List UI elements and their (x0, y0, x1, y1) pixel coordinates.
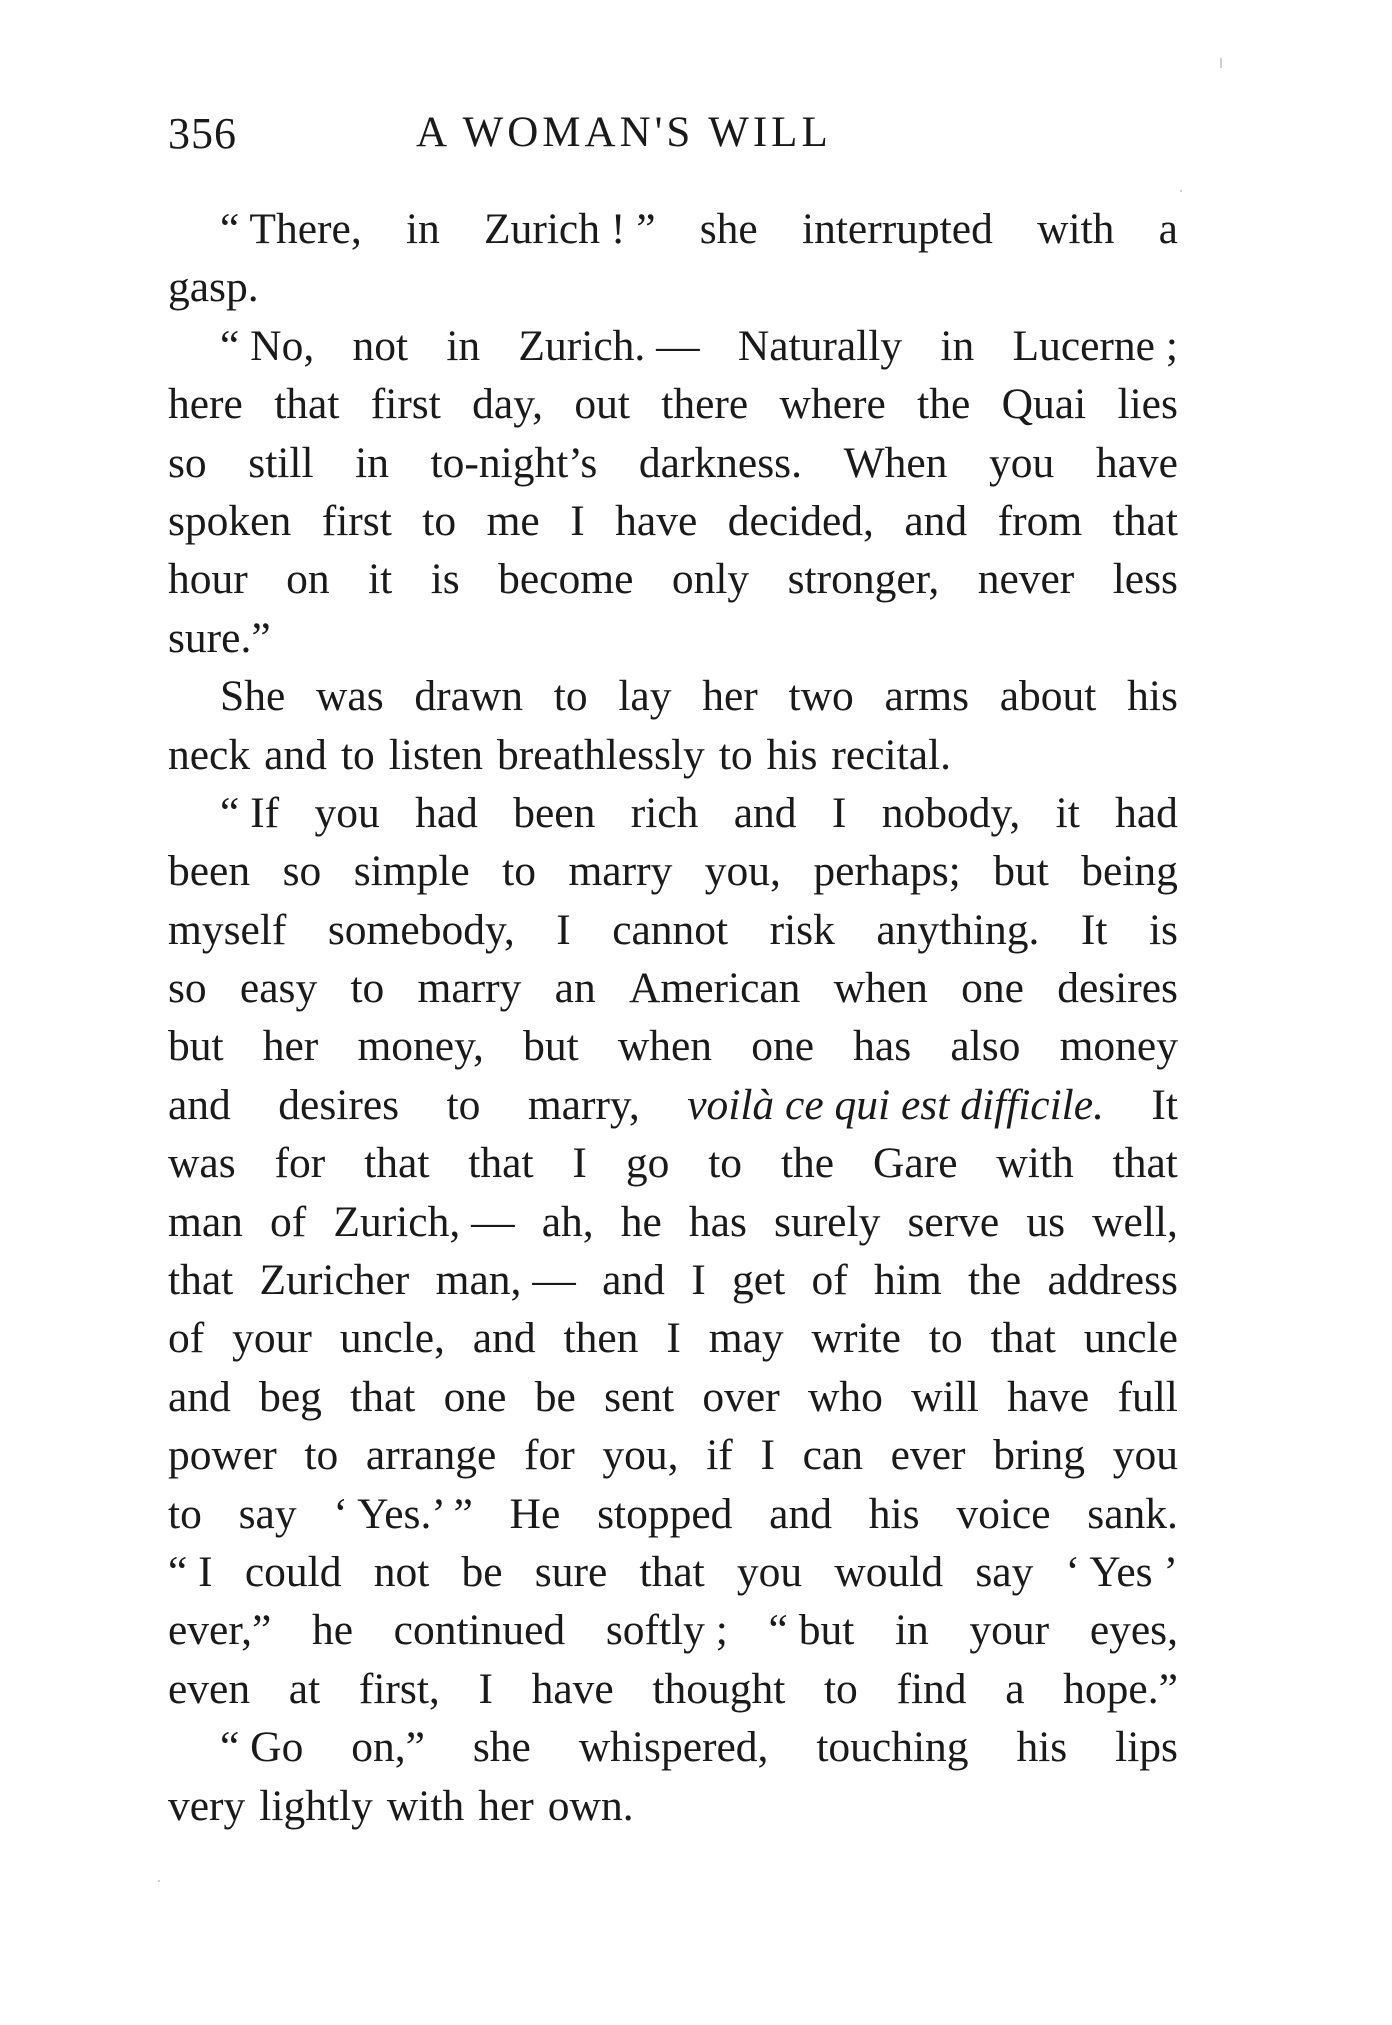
word: I (760, 1431, 775, 1480)
word: to (422, 496, 457, 545)
word: in (405, 205, 440, 253)
word: arrange (365, 1431, 497, 1480)
word: lay (618, 672, 672, 721)
word: and (769, 1489, 832, 1538)
word: that (350, 1372, 416, 1421)
word: first, (358, 1664, 440, 1713)
word: her (262, 1022, 319, 1071)
word: in (894, 1606, 929, 1655)
word: but (168, 1022, 224, 1071)
word: if (706, 1431, 733, 1480)
word: and (602, 1256, 665, 1305)
text-line (168, 1251, 1178, 1309)
word: drawn (414, 672, 524, 721)
text-line (168, 901, 1178, 959)
word: so (168, 438, 207, 487)
word: his (766, 730, 818, 779)
word: but (993, 847, 1049, 896)
word: own. (547, 1781, 634, 1830)
text-line (168, 726, 1178, 784)
text-line (168, 1485, 1178, 1543)
word: in (446, 321, 481, 370)
word: I (556, 905, 571, 954)
word: in (940, 321, 975, 370)
word: serve (907, 1197, 1000, 1246)
word: write (811, 1314, 901, 1363)
word: risk (769, 905, 835, 954)
word: when (617, 1022, 713, 1071)
word: been (513, 788, 596, 837)
word: was (168, 1139, 236, 1188)
word: out (574, 380, 630, 429)
word: decided, (727, 496, 874, 545)
text-line (168, 1777, 1178, 1835)
page-number: 356 (168, 109, 237, 158)
text-line (168, 842, 1178, 900)
word: uncle, (339, 1314, 445, 1363)
word: to (553, 672, 588, 721)
word: has (853, 1022, 912, 1071)
word: has (688, 1197, 747, 1246)
word: where (779, 380, 886, 429)
word: say (238, 1489, 297, 1538)
word: listen (388, 730, 484, 779)
word: sent (604, 1372, 675, 1421)
word: the (917, 380, 971, 429)
word: it (1055, 788, 1080, 837)
word: that (1112, 1139, 1178, 1188)
word: a (1158, 205, 1178, 253)
word: here (168, 380, 243, 429)
word: his (1127, 672, 1178, 721)
word: sure.” (168, 613, 271, 662)
word: desires (1057, 964, 1178, 1013)
text-line (168, 492, 1178, 550)
word: to (446, 1080, 481, 1129)
word: ‘ Yes.’ ” (333, 1489, 473, 1538)
word: and (472, 1314, 536, 1363)
word: softly ; (605, 1606, 728, 1655)
word: is (430, 555, 460, 604)
word: your (232, 1314, 312, 1363)
word: rich (630, 788, 699, 837)
word: when (833, 964, 928, 1013)
word: us (1026, 1197, 1066, 1246)
text-line (168, 784, 1178, 842)
word: you, (602, 1431, 679, 1480)
word: darkness. (638, 438, 802, 487)
word: I (572, 1139, 587, 1188)
word: it (368, 555, 393, 604)
word: from (997, 496, 1083, 545)
word: When (843, 438, 948, 487)
word: “ but (768, 1606, 855, 1655)
text-line (168, 1017, 1178, 1075)
word: myself (168, 905, 287, 954)
word: man (168, 1197, 243, 1246)
word: “ Go (220, 1723, 304, 1772)
word: not (373, 1547, 430, 1596)
word: being (1081, 847, 1178, 896)
word: his (868, 1489, 920, 1538)
word: that (468, 1139, 534, 1188)
word: only (671, 555, 750, 604)
word: and (168, 1080, 231, 1129)
word: then (563, 1314, 639, 1363)
text-line (168, 200, 1178, 258)
word: “ I (168, 1547, 213, 1596)
word: find (896, 1664, 967, 1713)
word: man, — (435, 1256, 576, 1305)
word: He (509, 1489, 561, 1538)
text-line (168, 550, 1178, 608)
word: can (802, 1431, 863, 1480)
text-line (168, 1718, 1178, 1776)
word: in (355, 438, 389, 487)
word: nobody, (881, 788, 1021, 837)
word: money (1059, 1022, 1178, 1071)
word: touching (816, 1723, 969, 1772)
word: I (691, 1256, 706, 1305)
word: ah, (541, 1197, 594, 1246)
text-line (168, 609, 1178, 667)
word: I (831, 788, 847, 837)
word: and (168, 1372, 231, 1421)
word: him (874, 1256, 942, 1305)
word: not (352, 321, 409, 370)
word: to (708, 1139, 743, 1188)
word: It (1151, 1080, 1178, 1129)
word: me (486, 496, 540, 545)
word: and (904, 496, 968, 545)
word: spoken (168, 496, 292, 545)
text-line (168, 1368, 1178, 1426)
word: sure (534, 1547, 608, 1596)
word: neck (168, 730, 251, 779)
word: his (1016, 1723, 1068, 1772)
word: Quai (1001, 380, 1087, 429)
word: “ There, (220, 205, 362, 253)
word: you (1112, 1431, 1178, 1480)
word: cannot (612, 905, 729, 954)
word: an (554, 964, 596, 1013)
word: well, (1092, 1197, 1178, 1246)
word: there (661, 380, 749, 429)
body-text (168, 200, 1178, 1835)
word: had (415, 788, 478, 837)
word: become (498, 555, 634, 604)
word: full (1117, 1372, 1178, 1421)
word: about (999, 672, 1097, 721)
word: first (370, 380, 441, 429)
word: be (534, 1372, 576, 1421)
word: interrupted (801, 205, 993, 253)
word: perhaps; (813, 847, 961, 896)
word: you, (704, 847, 781, 896)
word: continued (393, 1606, 566, 1655)
word: lightly (259, 1781, 373, 1830)
word: the (968, 1256, 1022, 1305)
word: to (718, 730, 753, 779)
word: but (523, 1022, 579, 1071)
word: get (732, 1256, 786, 1305)
word: for (274, 1139, 326, 1188)
word: you (989, 438, 1055, 487)
word: hope.” (1063, 1664, 1178, 1713)
word: marry, (527, 1080, 640, 1129)
word: Lucerne ; (1012, 321, 1178, 370)
word: and (264, 730, 327, 779)
word: thought (652, 1664, 786, 1713)
word: I (666, 1314, 681, 1363)
word: day, (472, 380, 544, 429)
text-line (168, 1134, 1178, 1192)
scan-mark (1220, 58, 1222, 68)
word: to (823, 1664, 858, 1713)
word: have (1095, 438, 1178, 487)
word: on (286, 555, 330, 604)
word: easy (239, 964, 318, 1013)
word: Naturally (737, 321, 903, 370)
word: with (996, 1139, 1074, 1188)
word: whispered, (578, 1723, 769, 1772)
word: never (977, 555, 1075, 604)
text-line (168, 375, 1178, 433)
text-line (168, 434, 1178, 492)
word: ever (890, 1431, 966, 1480)
word: to (340, 730, 375, 779)
word: have (1007, 1372, 1090, 1421)
word: go (625, 1139, 670, 1188)
word: arms (884, 672, 970, 721)
word: at (288, 1664, 321, 1713)
word: anything. (876, 905, 1040, 954)
word: Gare (872, 1139, 958, 1188)
word: lies (1117, 380, 1178, 429)
word: sank. (1087, 1489, 1178, 1538)
word: Zurich. — (518, 321, 700, 370)
word: It (1080, 905, 1108, 954)
word: of (811, 1256, 848, 1305)
word: very (168, 1781, 246, 1830)
word: was (315, 672, 384, 721)
word: She (220, 672, 286, 721)
word: and (733, 788, 797, 837)
word: power (168, 1431, 277, 1480)
text-line (168, 1076, 1178, 1134)
word: “ If (220, 788, 280, 837)
text-line (168, 1660, 1178, 1718)
text-line (168, 1426, 1178, 1484)
word: recital. (831, 730, 951, 779)
word: she (699, 205, 758, 253)
word: stronger, (787, 555, 940, 604)
text-line (168, 1193, 1178, 1251)
word: have (615, 496, 698, 545)
word: so (282, 847, 322, 896)
word: simple (353, 847, 470, 896)
word: to (502, 847, 537, 896)
word: of (168, 1314, 205, 1363)
word: he (620, 1197, 662, 1246)
word: he (311, 1606, 353, 1655)
word: she (472, 1723, 531, 1772)
word: “ No, (220, 321, 315, 370)
word: voice (956, 1489, 1051, 1538)
word: so (168, 964, 207, 1013)
word: hour (168, 555, 248, 604)
word: gasp. (168, 263, 259, 312)
word: to (304, 1431, 339, 1480)
word: marry (417, 964, 522, 1013)
word: eyes, (1089, 1606, 1178, 1655)
text-line (168, 959, 1178, 1017)
text-line (168, 1601, 1178, 1659)
word: your (969, 1606, 1050, 1655)
word: will (911, 1372, 979, 1421)
word: bring (993, 1431, 1086, 1480)
word: I (570, 496, 585, 545)
word: you (736, 1547, 803, 1596)
scan-mark (158, 1880, 160, 1882)
running-head (168, 108, 1178, 168)
word: breathlessly (497, 730, 705, 779)
word: one (751, 1022, 815, 1071)
word: uncle (1083, 1314, 1178, 1363)
word: been (168, 847, 251, 896)
word: to (928, 1314, 963, 1363)
word: to (350, 964, 385, 1013)
word: her (702, 672, 758, 721)
word: I (478, 1664, 493, 1713)
word: had (1115, 788, 1178, 837)
word: that (274, 380, 340, 429)
word: one (961, 964, 1024, 1013)
word: still (248, 438, 314, 487)
word: that (639, 1547, 705, 1596)
word: that (168, 1256, 234, 1305)
word: two (788, 672, 854, 721)
word: that (364, 1139, 430, 1188)
word: have (531, 1664, 614, 1713)
word: of (270, 1197, 307, 1246)
word: may (708, 1314, 784, 1363)
word: on,” (351, 1723, 425, 1772)
text-line (168, 667, 1178, 725)
word: marry (568, 847, 673, 896)
word: lips (1115, 1723, 1178, 1772)
word: could (244, 1547, 342, 1596)
word: also (950, 1022, 1021, 1071)
word: who (807, 1372, 883, 1421)
word: a (1005, 1664, 1025, 1713)
word: the (780, 1139, 835, 1188)
word: her (478, 1781, 534, 1830)
word: Zurich ! ” (484, 205, 656, 253)
word: American (628, 964, 801, 1013)
word: desires (278, 1080, 400, 1129)
word: address (1047, 1256, 1178, 1305)
word: that (1112, 496, 1178, 545)
word: ‘ Yes ’ (1065, 1547, 1178, 1596)
word: surely (774, 1197, 881, 1246)
word: beg (259, 1372, 322, 1421)
scan-mark (1180, 190, 1182, 192)
word: you (314, 788, 380, 837)
word: that (990, 1314, 1056, 1363)
word: Zurich, — (333, 1197, 515, 1246)
word: be (461, 1547, 503, 1596)
word: less (1112, 555, 1178, 604)
word: even (168, 1664, 251, 1713)
word: one (443, 1372, 507, 1421)
running-title: A WOMAN'S WILL (416, 109, 832, 156)
word: ever,” (168, 1606, 272, 1655)
word: would (834, 1547, 944, 1596)
word: over (702, 1372, 780, 1421)
word: to (168, 1489, 202, 1538)
word: to-night’s (430, 438, 598, 487)
text-line (168, 258, 1178, 316)
word: is (1148, 905, 1178, 954)
word: Zuricher (259, 1256, 410, 1305)
word: first (321, 496, 392, 545)
word: for (523, 1431, 575, 1480)
text-line (168, 317, 1178, 375)
word: say (975, 1547, 1034, 1596)
word: somebody, (327, 905, 515, 954)
word: with (1037, 205, 1115, 253)
text-line (168, 1543, 1178, 1601)
word: money, (357, 1022, 484, 1071)
word: stopped (597, 1489, 733, 1538)
word: with (386, 1781, 465, 1830)
text-line (168, 1309, 1178, 1367)
italic-phrase: voilà ce qui est difficile. (687, 1080, 1104, 1129)
